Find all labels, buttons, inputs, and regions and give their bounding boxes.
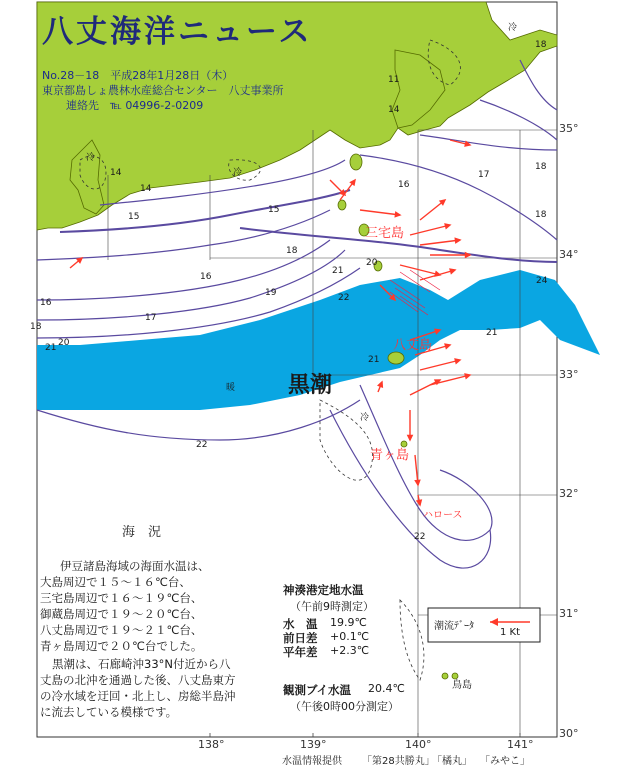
isotherm-label: 17 [145, 313, 157, 323]
isotherm-label: 14 [388, 105, 400, 115]
isotherm-label: 15 [268, 205, 280, 215]
report-heading: 海 況 [122, 525, 162, 540]
report-line: 大島周辺で１５～１６℃台、 [40, 575, 191, 589]
report-line: の冷水域を迂回・北上し、房総半島沖 [40, 689, 236, 703]
footer-source: 「橘丸」 [432, 756, 472, 767]
isotherm-label: 18 [30, 322, 42, 332]
isotherm-label: 20 [366, 258, 378, 268]
isotherm-label: 16 [40, 298, 52, 308]
footer-source: 「みやこ」 [480, 756, 530, 767]
station-time: （午前9時測定） [290, 600, 374, 613]
isotherm-label: 17 [478, 170, 490, 180]
isotherm-label: 15 [128, 212, 140, 222]
issue-line: No.28－18 平成28年1月28日（木） [42, 69, 234, 82]
footer-prefix: 水温情報提供 [282, 756, 342, 767]
isotherm-label: 19 [265, 288, 277, 298]
contact-line: 連絡先 ℡ 04996-2-0209 [66, 99, 204, 112]
isotherm-label: 22 [338, 293, 350, 303]
isotherm-label: 18 [535, 40, 547, 50]
report-line: 黒潮は、石廊崎沖33°N付近から八 [52, 657, 231, 671]
warm-label: 暖 [226, 383, 236, 393]
isotherm-label: 24 [536, 276, 548, 286]
isotherm-label: 21 [45, 343, 57, 353]
cold-label: 冷 [233, 168, 243, 178]
station-row-label: 前日差 [283, 631, 318, 645]
cold-label: 冷 [360, 413, 370, 423]
isotherm-label: 18 [286, 246, 298, 256]
report-line: 八丈島周辺で１９～２１℃台、 [40, 623, 203, 637]
isotherm-label: 18 [535, 210, 547, 220]
station-title: 神湊港定地水温 [283, 583, 364, 597]
report-line: に流去している模様です。 [40, 705, 178, 719]
station-row-value: +0.1℃ [330, 630, 370, 643]
legend-label: 潮流ﾃﾞｰﾀ [434, 621, 474, 632]
lat-tick: 32° [559, 487, 579, 500]
lat-tick: 35° [559, 122, 579, 135]
aogashima-label: 青ヶ島 [370, 448, 410, 463]
report-line: 三宅島周辺で１６～１９℃台、 [40, 591, 203, 605]
isotherm-label: 14 [110, 168, 122, 178]
isotherm-label: 21 [486, 328, 498, 338]
miyake-label: 三宅島 [365, 226, 405, 241]
station-row-value: 19.9℃ [330, 616, 367, 629]
buoy-value: 20.4℃ [368, 682, 405, 695]
haloos-label: ハロース [423, 510, 463, 521]
report-line: 青ヶ島周辺で２０℃台でした。 [40, 639, 203, 653]
isotherm-label: 22 [196, 440, 208, 450]
cold-label: 冷 [508, 23, 518, 33]
legend-scale: 1 Kt [500, 627, 521, 638]
hachijo-label: 八丈島 [393, 338, 433, 353]
buoy-label: 観測ブイ水温 [283, 683, 351, 697]
lon-tick: 138° [198, 738, 225, 751]
report-line: 丈島の北沖を通過した後、八丈島東方 [40, 673, 236, 687]
isotherm-label: 20 [58, 338, 70, 348]
lat-tick: 31° [559, 607, 579, 620]
kuroshio-label: 黒潮 [288, 373, 333, 398]
isotherm-label: 16 [200, 272, 212, 282]
org-line: 東京都島しょ農林水産総合センター 八丈事業所 [42, 84, 284, 97]
page-title: 八丈海洋ニュース [42, 14, 313, 50]
isotherm-label: 22 [414, 532, 426, 542]
torishima-label: 鳥島 [452, 680, 472, 691]
report-line: 御蔵島周辺で１９～２０℃台、 [40, 607, 203, 621]
lat-tick: 34° [559, 248, 579, 261]
station-row-label: 平年差 [283, 645, 318, 659]
cold-label: 冷 [86, 153, 96, 163]
isotherm-label: 18 [535, 162, 547, 172]
lon-tick: 139° [300, 738, 327, 751]
isotherm-label: 16 [398, 180, 410, 190]
buoy-time: （午後0時00分測定） [290, 700, 399, 713]
station-row-label: 水 温 [283, 617, 318, 631]
lon-tick: 141° [507, 738, 534, 751]
report-line: 伊豆諸島海域の海面水温は、 [60, 559, 210, 573]
footer-source: 「第28共勝丸」 [362, 756, 435, 767]
lon-tick: 140° [405, 738, 432, 751]
station-row-value: +2.3℃ [330, 644, 370, 657]
isotherm-label: 11 [388, 75, 400, 85]
isotherm-label: 21 [332, 266, 344, 276]
isotherm-label: 14 [140, 184, 152, 194]
lat-tick: 33° [559, 368, 579, 381]
lat-tick: 30° [559, 727, 579, 740]
isotherm-label: 21 [368, 355, 380, 365]
